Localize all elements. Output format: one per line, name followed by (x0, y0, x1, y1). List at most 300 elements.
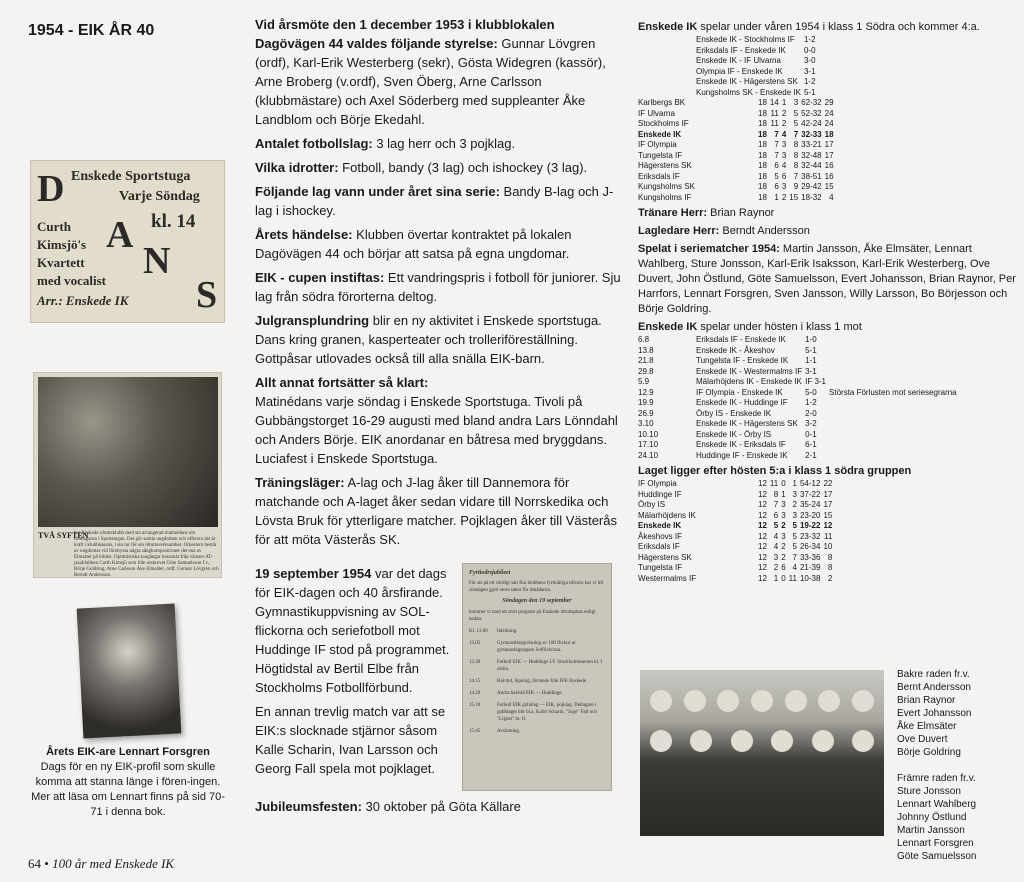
standings-points: 16 (824, 171, 834, 181)
match-score: 3-1 (805, 366, 817, 376)
program-item (469, 678, 605, 685)
standings-goals: 32-44 (801, 161, 822, 170)
match-row (696, 88, 819, 99)
match-teams: IF Olympia - Enskede IK (696, 387, 783, 397)
standings-points: 16 (824, 161, 834, 170)
team-photo (640, 670, 884, 836)
standings-lost: 5 (793, 108, 799, 118)
match-teams: Enskede IK - Huddinge IF (696, 398, 788, 407)
program-item-time: 14.20 (469, 691, 481, 696)
standings-drawn: 1 (781, 98, 787, 107)
program-item (469, 659, 605, 673)
standings-goals: 23-20 (799, 510, 821, 520)
program-item-text: Avslutning. (497, 729, 521, 734)
standings-points: 22 (823, 479, 833, 488)
match-date: 3.10 (638, 419, 654, 428)
standings-points: 24 (824, 119, 834, 128)
spring-heading-team: Enskede IK (638, 21, 698, 33)
continues-text: Matinédans varje söndag i Enskede Sportstuga. Tivoli på Gubbängstorget 16-29 augusti med bland andra Lars Lönndahl och Anders Börje. EIK anordanar en båtresa med bryggdans. Luciafest i Enskede Sportstuga. (255, 394, 618, 466)
match-date: 24.10 (638, 450, 659, 460)
standings-drawn: 1 (781, 489, 786, 499)
clipping-caption-text: har Enskede idrottsklubb med sin arrangerad matinédans om söndagarna i Sportstugan. Det gör samla ungdomen och offerera det är kraft i klubbkassan, i sin tur för sin idrottsverksamhet. Orkestern består av ungdomar vid förebyssa några sångkompositioner det ena av Elmsäter på bilden. Optimistiska tongångar konstnär från vänster AT-jazzklubben Curth Kimsjö som från utskrevet Göte Samuelsson f.v., Börje Goldring, Arne Carlsson Åke Elmsäter, ordf. Gunnar Lövgren och Berndt Andersson. (74, 531, 219, 578)
standings-lost: 8 (793, 150, 799, 160)
standings-goals: 29-42 (801, 182, 822, 191)
teams-heading: Antalet fotbollslag: (255, 136, 373, 151)
sports-text: Fotboll, bandy (3 lag) och ishockey (3 lag). (338, 160, 588, 175)
program-item-text: Inledning. (497, 629, 518, 634)
advert-vocalist: med vocalist (37, 273, 106, 288)
standings-won: 11 (770, 119, 779, 128)
program-item-time: 15.10 (469, 703, 481, 708)
match-date: 6.8 (638, 335, 650, 344)
roster-player: Lennart Wahlberg (897, 799, 977, 810)
program-item-time: 13.30 (469, 660, 481, 665)
match-score: 5-1 (805, 345, 817, 355)
page-number: 64 (28, 856, 41, 871)
roster-player: Sture Jonsson (897, 786, 961, 797)
match-row (696, 56, 819, 67)
standings-row (638, 532, 835, 543)
roster-player: Börje Goldring (897, 747, 961, 758)
match-date: 21.8 (638, 356, 654, 365)
standings-lost: 3 (792, 510, 797, 520)
standings-points: 11 (824, 531, 833, 541)
program-intro: För att på ett värdigt sätt fira klubbens fyrtioåriga tillvaro har vi till söndagen gjort stora saker för åskådarna. (469, 581, 604, 593)
jubilee-text: 30 oktober på Göta Källare (361, 799, 521, 814)
match-teams: Mälarhöjdens IK - Enskede IK (696, 377, 802, 386)
players-label: Spelat i seriematcher 1954: (638, 243, 780, 255)
autumn-heading-team: Enskede IK (638, 321, 698, 333)
match-teams: Örby IS - Enskede IK (696, 408, 772, 418)
board-text: Gunnar Lövgren (ordf), Karl-Erik Westerberg (sekr), Gösta Widegren (kassör), Arne Broberg (v.ordf), Sven Öberg, Arne Carlsson (klubbmästare) och Axel Söderberg med suppleanter Åke Landblom och Börje Ekedahl. (255, 36, 606, 127)
match-note (829, 377, 960, 388)
standings-drawn: 2 (781, 192, 787, 202)
match-score: 1-2 (803, 35, 816, 44)
match-date: 10.10 (638, 429, 659, 439)
match-teams: Enskede IK - Hägerstens SK (696, 77, 798, 86)
program-item-time: 14.15 (469, 679, 481, 684)
standings-played: 18 (758, 182, 767, 191)
middle-anniversary (255, 564, 455, 783)
standings-drawn: 0 (781, 479, 786, 488)
match-teams: Eriksdals IF - Enskede IK (696, 45, 786, 55)
standings-row (638, 182, 837, 193)
match-score: 5-1 (803, 87, 816, 97)
jubilee-heading: Jubileumsfesten: (255, 799, 362, 814)
match-row (638, 335, 960, 346)
clipping-caption-title: TVÅ SYFTEN (38, 531, 89, 540)
match-score: 1-2 (805, 398, 817, 407)
camp-text: A-lag och J-lag åker till Dannemora för matchande och A-laget åker sedan vidare till Norrskedika och Lövsta Bruk för ytterligare matcher. Pojklagen åker till Västerås för att möta Västerås SK. (255, 475, 617, 547)
roster-player: Bernt Andersson (897, 682, 971, 693)
standings-team: Stockholms IF (638, 119, 689, 128)
standings-drawn: 2 (781, 108, 787, 118)
program-item (469, 640, 605, 654)
standings-lost: 5 (792, 542, 797, 551)
standings-row (638, 521, 835, 532)
program-item-text: Halvtid, löpning, tävlande från IFK Enskede. (497, 679, 588, 684)
standings-goals: 42-24 (801, 119, 822, 128)
match-row (638, 367, 960, 378)
standings-played: 18 (758, 108, 767, 118)
standings-row (638, 574, 835, 585)
standings-points: 17 (823, 500, 833, 509)
standings-drawn: 3 (781, 531, 786, 541)
leader-line (638, 224, 1018, 239)
page-title: 1954 - EIK ÅR 40 (28, 22, 155, 39)
advert-time: kl. 14 (151, 211, 196, 232)
match-score: 1-0 (805, 335, 817, 344)
standings-won: 11 (769, 479, 779, 488)
standings-team: Örby IS (638, 500, 666, 509)
standings-team: Eriksdals IF (638, 171, 680, 181)
standings-drawn: 2 (781, 521, 786, 530)
standings-row (638, 193, 837, 204)
event-heading: Årets händelse: (255, 227, 353, 242)
standings-row (638, 490, 835, 501)
standings-played: 12 (758, 479, 767, 488)
match-row (638, 356, 960, 367)
band-photo (38, 377, 218, 527)
paragraph-anniversary (255, 564, 455, 697)
standings-lost: 3 (792, 489, 797, 499)
match-score: 3-0 (803, 56, 816, 65)
match-teams: Enskede IK - Westermalms IF (696, 366, 803, 376)
paragraph-event (255, 225, 625, 263)
standings-drawn: 3 (781, 500, 786, 509)
advert-letter-n: N (143, 240, 171, 282)
match-row (638, 440, 960, 451)
match-date: 26.9 (638, 408, 654, 418)
standings-team: Hägerstens SK (638, 161, 692, 170)
match-score: 2-1 (805, 450, 817, 460)
standings-row (638, 130, 837, 141)
match-note (829, 335, 960, 346)
match-score: 2-0 (805, 408, 817, 418)
roster-front-list (897, 785, 1017, 863)
standings-played: 12 (758, 531, 767, 541)
match-teams: Huddinge IF - Enskede IK (696, 450, 788, 460)
match-teams: Tungelsta IF - Enskede IK (696, 356, 789, 365)
standings-lost: 7 (793, 171, 799, 181)
standings-team: Westermalms IF (638, 573, 697, 583)
standings-won: 8 (773, 489, 779, 499)
program-item-time: Kl. 13.00 (469, 629, 488, 634)
program-item (469, 628, 605, 635)
roster-player: Ove Duvert (897, 734, 948, 745)
program-item (469, 690, 605, 697)
paragraph-jubilee (255, 797, 615, 816)
standings-played: 12 (758, 563, 767, 572)
standings-team: Hägerstens SK (638, 552, 692, 562)
paragraph-christmas (255, 311, 625, 368)
match-note (829, 367, 960, 378)
match-date: 29.8 (638, 366, 654, 376)
standings-goals: 26-34 (799, 542, 821, 551)
paragraph-board (255, 15, 625, 129)
match-row (638, 419, 960, 430)
standings-lost: 5 (792, 531, 797, 541)
standings-row (638, 119, 837, 130)
standings-won: 3 (773, 552, 779, 562)
newspaper-photo-clipping (33, 372, 222, 578)
photo-roster (897, 668, 1017, 863)
standings-lost: 7 (792, 552, 797, 562)
match-teams: Enskede IK - Eriksdals IF (696, 440, 786, 449)
match-score: 1-2 (803, 77, 816, 86)
standings-won: 6 (774, 161, 779, 170)
match-score: 5-0 (805, 387, 817, 397)
program-item (469, 728, 605, 735)
match-score: 0-1 (805, 429, 817, 439)
dance-advert-clipping (30, 160, 225, 323)
standings-lost: 3 (793, 98, 799, 107)
match-date: 13.8 (638, 345, 654, 355)
standings-won: 7 (773, 500, 779, 509)
match-note (829, 419, 960, 430)
program-item-text: Fotboll EIK gubblag — EIK, pojklag. Deltagare i gubblaget blir bl.a. Kalle Scharin, "Jojje" Fall och "Lignet" m. fl. (497, 703, 597, 722)
standings-lost: 5 (793, 119, 799, 128)
standings-team: Kungsholms IF (638, 192, 692, 202)
standings-row (638, 98, 837, 109)
paragraph-camp (255, 473, 625, 549)
standings-drawn: 3 (781, 182, 787, 191)
advert-letter-s: S (196, 274, 218, 316)
standings-drawn: 0 (781, 573, 786, 583)
paragraph-cup (255, 268, 625, 306)
continues-heading: Allt annat fortsätter så klart: (255, 375, 429, 390)
players-list: Martin Jansson, Åke Elmsäter, Lennart Wahlberg, Sture Jonsson, Karl-Erik Isaksson, Karl-Erik Westerberg, Ove Duvert, John Östlund, Göte Samuelsson, Evert Johansson, Brian Raynor, Per Harrfors, Lennart Forsgren, Sven Jansson, Willy Larsson, Bo Börjesson och Börje Goldring. (638, 243, 1016, 315)
match-score: 0-0 (803, 45, 816, 55)
standings-goals: 52-32 (801, 108, 822, 118)
leader-name: Berndt Andersson (719, 225, 810, 237)
standings-row (638, 109, 837, 120)
advert-letter-a: A (106, 214, 134, 256)
advert-venue: Enskede Sportstuga (71, 169, 191, 184)
standings-drawn: 6 (781, 171, 787, 181)
standings-won: 6 (774, 182, 779, 191)
standings-team: IF Olympia (638, 479, 677, 488)
standings-drawn: 4 (781, 129, 787, 139)
standings-goals: 18-32 (801, 192, 822, 202)
spring-standings-table (638, 98, 837, 203)
standings-goals: 23-32 (799, 531, 821, 541)
book-title: 100 år med Enskede IK (52, 856, 175, 871)
match-note (829, 356, 960, 367)
standings-row (638, 161, 837, 172)
standings-points: 8 (827, 563, 833, 572)
standings-points: 24 (824, 108, 834, 118)
standings-played: 12 (758, 542, 767, 551)
standings-drawn: 2 (781, 542, 786, 551)
autumn-heading (638, 320, 1018, 335)
standings-played: 18 (758, 192, 767, 202)
standings-points: 15 (823, 510, 833, 520)
standings-team: Tungelsta IF (638, 563, 683, 572)
standings-points: 18 (824, 129, 834, 139)
standings-points: 17 (824, 140, 834, 149)
standings-row (638, 563, 835, 574)
standings-drawn: 3 (781, 140, 787, 149)
program-item-time: 13.05 (469, 641, 481, 646)
standings-lost: 8 (793, 161, 799, 170)
standings-points: 12 (823, 521, 833, 530)
program-item-text: Gymnastikuppvisning av 100 flickor ur gymnastikgruppen Solflickorna. (497, 641, 576, 653)
cup-text: Ett vandringspris i fotboll för juniorer. Sju lag från södra förorterna deltog. (255, 270, 621, 304)
roster-player: Åke Elmsäter (897, 721, 957, 732)
match-row (638, 377, 960, 388)
autumn-heading-text: spelar under hösten i klass 1 mot (697, 321, 862, 333)
advert-organizer: Arr.: Enskede IK (37, 293, 129, 308)
anniversary-heading: 19 september 1954 (255, 566, 372, 581)
standings-goals: 10-38 (799, 573, 821, 583)
standings-played: 18 (758, 150, 767, 160)
match-date: 5.9 (638, 377, 650, 386)
cup-heading: EIK - cupen instiftas: (255, 270, 385, 285)
standings-row (638, 479, 835, 490)
match-row (638, 451, 960, 462)
coach-line (638, 206, 1018, 221)
winners-heading: Följande lag vann under året sina serie: (255, 184, 500, 199)
standings-won: 1 (774, 192, 779, 202)
standings-goals: 19-22 (799, 521, 821, 530)
match-row (696, 46, 819, 57)
standings-team: IF Ulvarna (638, 108, 675, 118)
standings-goals: 54-12 (799, 479, 821, 488)
roster-front-heading: Främre raden fr.v. (897, 773, 976, 784)
paragraph-winners (255, 182, 625, 220)
standings-won: 7 (774, 140, 779, 149)
standings-team: Åkeshovs IF (638, 531, 683, 541)
standings-team: Tungelsta IF (638, 150, 683, 160)
standings-team: Eriksdals IF (638, 542, 680, 551)
program-intro2: kommer vi med ett stort program på Enskede idrottsplats enligt nedan: (469, 610, 596, 622)
standings-won: 7 (774, 150, 779, 160)
standings-points: 29 (824, 98, 834, 107)
match-row (696, 77, 819, 88)
match-note (829, 409, 960, 420)
match-score: 1-1 (805, 356, 817, 365)
standings-team: Huddinge IF (638, 489, 682, 499)
paragraph-sports (255, 158, 625, 177)
match-note (829, 440, 960, 451)
standings-goals: 32-48 (801, 150, 822, 160)
advert-letter-d: D (37, 168, 65, 210)
standings-team: Karlbergs BK (638, 98, 686, 107)
standings-team: Kungsholms SK (638, 182, 695, 191)
roster-player: Johnny Östlund (897, 812, 967, 823)
match-row (638, 388, 960, 399)
event-text: Klubben övertar kontraktet på lokalen Dagövägen 44 och börjar att satsa på egna ungdomar. (255, 227, 572, 261)
standings-lost: 5 (792, 521, 797, 530)
standings-goals: 35-24 (799, 500, 821, 509)
standings-row (638, 140, 837, 151)
match-date: 12.9 (638, 387, 654, 397)
standings-drawn: 4 (781, 161, 787, 170)
sports-heading: Vilka idrotter: (255, 160, 339, 175)
roster-player: Lennart Forsgren (897, 838, 974, 849)
standings-won: 6 (773, 510, 779, 520)
match-teams: Enskede IK - Stockholms IF (696, 35, 795, 44)
standings-goals: 62-32 (801, 98, 822, 107)
match-score: 6-1 (805, 440, 817, 449)
match-row (638, 398, 960, 409)
program-item-text: Andra halvtid EIK — Huddinge. (497, 691, 563, 696)
program-list (469, 628, 605, 735)
standings-played: 12 (758, 489, 767, 499)
standings-drawn: 3 (781, 150, 787, 160)
camp-heading: Träningsläger: (255, 475, 345, 490)
match-note (829, 346, 960, 357)
standings-lost: 2 (792, 500, 797, 509)
match-teams: Enskede IK - Hägerstens SK (696, 419, 798, 428)
match-teams: Enskede IK - IF Ulvarna (696, 56, 781, 65)
roster-player: Evert Johansson (897, 708, 972, 719)
match-note (829, 430, 960, 441)
christmas-heading: Julgransplundring (255, 313, 370, 328)
standings-played: 12 (758, 573, 767, 583)
standings-row (638, 542, 835, 553)
match-teams: Kungsholms SK - Enskede IK (696, 87, 801, 97)
portrait-photo (77, 604, 182, 739)
standings-points: 8 (827, 552, 833, 562)
advert-band-2: Kimsjö's (37, 237, 87, 252)
match-row (696, 67, 819, 78)
standings-row (638, 553, 835, 564)
standings-won: 5 (774, 171, 779, 181)
christmas-text: blir en ny aktivitet i Enskede sportstuga. Dans kring granen, kasperteater och trolleriföreställning. Gottpåsar utlovades också till alla snälla EIK-barn. (255, 313, 602, 366)
standings-won: 1 (773, 573, 779, 583)
standings-won: 2 (773, 563, 779, 572)
program-item-time: 15.45 (469, 729, 481, 734)
program-subheading: Söndagen den 19 september (502, 598, 572, 604)
standings-lost: 11 (788, 573, 797, 583)
standings-row (638, 151, 837, 162)
coach-name: Brian Raynor (707, 207, 775, 219)
standings-points: 15 (824, 182, 834, 191)
standings-lost: 4 (792, 563, 797, 572)
roster-back-list (897, 681, 1017, 759)
standings-goals: 21-39 (799, 563, 821, 572)
standings-won: 11 (770, 108, 779, 118)
standings-points: 17 (824, 150, 834, 160)
match-row (638, 409, 960, 420)
standings-played: 18 (758, 98, 767, 107)
program-clipping (462, 563, 612, 791)
standings-played: 12 (758, 521, 767, 530)
program-item (469, 702, 605, 723)
autumn-result: Laget ligger efter hösten 5:a i klass 1 södra gruppen (638, 465, 912, 477)
match-note (829, 451, 960, 462)
standings-won: 4 (773, 531, 779, 541)
anniversary-text: var det dags för EIK-dagen och 40 årsfirande. Gymnastikuppvisning av SOL-flickorna och seriefotboll mot Huddinge IF stod på programmet. Högtidstal av Bertil Elbe från Stockholms Fotbollförbund. (255, 566, 450, 695)
program-heading: Fyrtiodrsjubileet (469, 570, 511, 576)
paragraph-teams (255, 134, 625, 153)
match-score: 3-1 (803, 66, 816, 76)
paragraph-old-stars: En annan trevlig match var att se EIK:s slocknade stjärnor såsom Kalle Scharin, Ivan Larsson och Georg Fall spela mot pojklaget. (255, 704, 446, 776)
match-row (696, 35, 819, 46)
program-item-text: Fotboll EIK — Huddinge I.F. Stockholmsserien kl. I södra. (497, 660, 603, 672)
footer-separator: • (44, 856, 49, 871)
standings-points: 2 (827, 573, 833, 583)
portrait-caption-text: Dags för en ny EIK-profil som skulle komma att stanna länge i fören-ingen. Mer att läsa om Lennart finns på sid 70-71 i denna bok. (31, 761, 225, 818)
match-row (638, 346, 960, 357)
match-teams: Olympia IF - Enskede IK (696, 66, 783, 76)
standings-won: 5 (773, 521, 779, 530)
right-column (638, 20, 1018, 584)
match-teams: Eriksdals IF - Enskede IK (696, 335, 786, 344)
standings-row (638, 172, 837, 183)
